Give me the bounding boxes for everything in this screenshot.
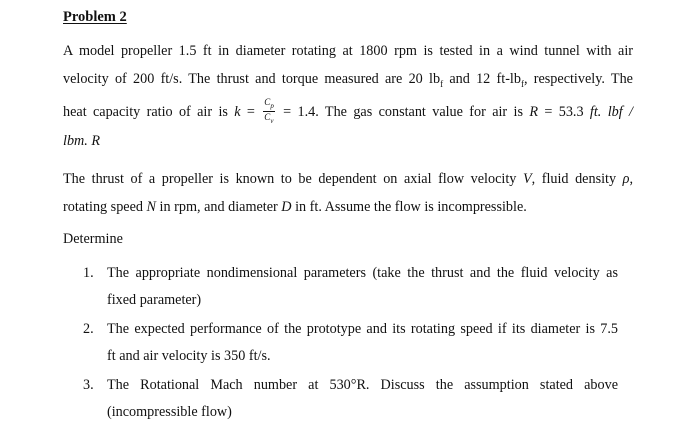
r-symbol: R [529,103,539,120]
fraction-denominator [263,112,275,126]
fraction-numerator [263,97,275,112]
thrust-text: velocity of 200 ft/s. The thrust and torque measured are 20 lb [63,71,441,87]
rotating-speed-text: rotating speed [63,199,147,215]
equals-sign: = [240,103,262,120]
item-3-line-2: (incompressible flow) [107,404,232,420]
item-3-line-1: The Rotational Mach number at 530°R. Discuss the assumption stated above [107,377,618,393]
dependency-text-a: The thrust of a propeller is known to be dependent on axial flow velocity [63,171,523,187]
item-2-line-1: The expected performance of the prototype and its rotating speed if its diameter is 7.5 [107,321,618,337]
torque-unit-subscript: f [520,78,524,89]
statement-line-4: lbm. R [63,132,101,149]
gas-constant-unit: ft. lbf / [589,103,633,120]
dependency-paragraph [63,165,633,221]
respectively-text: , respectively. The [523,71,633,87]
statement-line-3 [63,98,633,127]
gas-constant-text: = 1.4. The gas constant value for air is [276,103,530,120]
item-text [107,260,618,314]
n-symbol: N [146,199,156,215]
cv-letter: C [264,112,271,123]
torque-text: and 12 ft-lb [443,71,521,87]
statement-line-1: A model propeller 1.5 ft in diameter rotating at 1800 rpm is tested in a wind tunnel with air [63,43,633,59]
v-symbol: V [522,171,532,187]
dependency-line-1 [63,165,633,193]
cp-letter: C [264,97,271,108]
thrust-unit-subscript: f [440,78,444,89]
item-1-line-1: The appropriate nondimensional parameters (take the thrust and the fluid velocity as [107,265,618,281]
problem-title: Problem 2 [63,9,127,25]
task-list [83,260,618,428]
heat-capacity-text: heat capacity ratio of air is [63,103,235,120]
item-text [107,372,618,426]
dependency-text-c: , [629,171,633,187]
statement-line-2 [63,65,633,98]
d-symbol: D [281,199,292,215]
cp-cv-fraction [263,97,275,126]
dependency-line-2 [63,193,633,221]
diameter-text: in rpm, and diameter [156,199,282,215]
gas-constant-value: = 53.3 [538,103,590,120]
list-item [83,372,618,426]
incompressible-text: in ft. Assume the flow is incompressible. [291,199,527,215]
list-item [83,260,618,314]
determine-heading: Determine [63,231,123,247]
list-item [83,316,618,370]
rho-symbol: ρ [622,171,630,187]
item-number: 3. [83,377,94,393]
item-number: 1. [83,265,94,281]
cv-subscript: v [270,116,274,125]
dependency-text-b: , fluid density [531,171,623,187]
k-symbol: k [234,103,241,120]
cp-subscript: p [270,102,274,111]
item-2-line-2: ft and air velocity is 350 ft/s. [107,348,271,364]
problem-statement-paragraph [63,37,633,155]
item-text [107,316,618,370]
item-1-line-2: fixed parameter) [107,292,202,308]
item-number: 2. [83,321,94,337]
